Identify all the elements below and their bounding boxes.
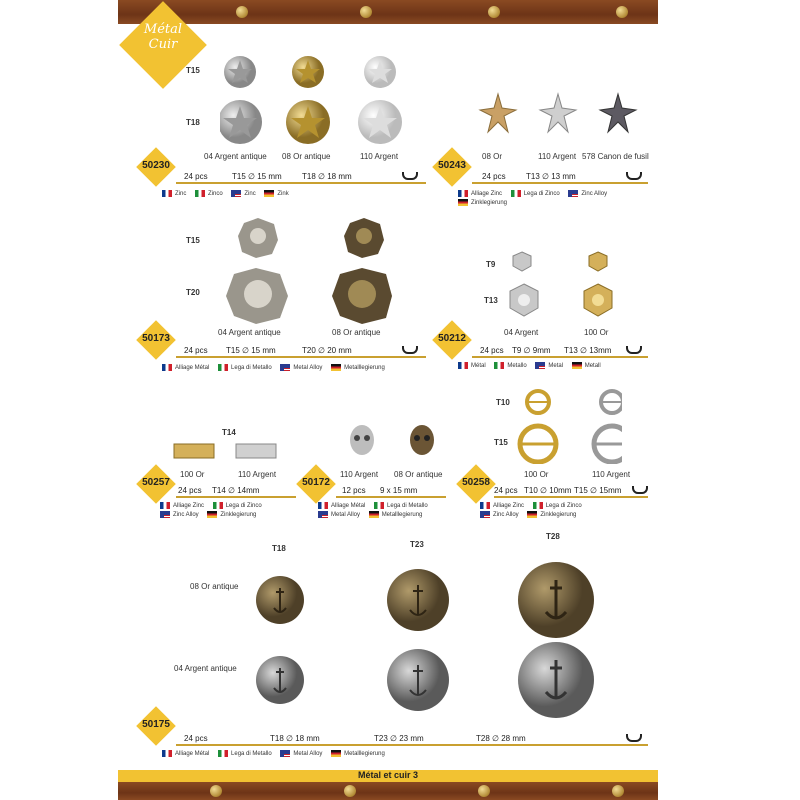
material-languages: Alliage Métal Lega di Metallo Metal Alloy Metalllegierung	[318, 502, 458, 520]
star-stud-images	[476, 92, 646, 136]
finish-label: 04 Argent antique	[218, 328, 281, 337]
finish-label: 110 Argent	[340, 470, 379, 479]
page-footer-title: Métal et cuir 3	[118, 770, 658, 782]
star-icon	[220, 56, 402, 144]
material-languages: Alliage Zinc Lega di Zinco Zinc Alloy Zinklegierung	[458, 190, 618, 208]
skull-bead-images	[344, 424, 444, 460]
fr-flag-icon	[318, 502, 328, 509]
rivet-icon	[616, 6, 628, 18]
us-flag-icon	[160, 511, 170, 518]
hex-stud-icon	[510, 252, 612, 316]
material-languages: Métal Metallo Metal Metall	[458, 362, 648, 371]
fr-flag-icon	[162, 190, 172, 197]
finish-label: 110 Argent	[538, 152, 577, 161]
size-label: T10	[496, 398, 510, 407]
rivet-icon	[488, 6, 500, 18]
spec-bar: 12 pcs 9 x 15 mm	[336, 486, 446, 498]
product-code-badge: 50243	[432, 147, 472, 187]
material-languages: Alliage Zinc Lega di Zinco Zinc Alloy Zinklegierung	[160, 502, 290, 520]
hook-icon	[626, 172, 642, 180]
spec-bar: 24 pcs T13 ∅ 13 mm	[472, 172, 648, 184]
hook-icon	[402, 346, 418, 354]
finish-label: 110 Argent	[592, 470, 631, 479]
spec-bar: 24 pcs T14 ∅ 14mm	[176, 486, 296, 498]
spec-bar: 24 pcs T9 ∅ 9mm T13 ∅ 13mm	[472, 346, 648, 358]
size-label: T13	[484, 296, 498, 305]
product-code-badge: 50230	[136, 147, 176, 187]
rivet-icon	[344, 785, 356, 797]
fr-flag-icon	[160, 502, 170, 509]
skull-button-images	[222, 218, 392, 328]
size-label: T18	[272, 544, 286, 553]
us-flag-icon	[535, 362, 545, 369]
size-label: T15	[494, 438, 508, 447]
finish-label: 110 Argent	[238, 470, 277, 479]
size-label: T15	[186, 236, 200, 245]
finish-label: 08 Or antique	[332, 328, 381, 337]
fr-flag-icon	[458, 362, 468, 369]
finish-label: 04 Argent antique	[174, 664, 237, 673]
de-flag-icon	[572, 362, 582, 369]
anchor-button-images	[254, 558, 606, 728]
de-flag-icon	[527, 511, 537, 518]
finish-label: 08 Or antique	[190, 582, 239, 591]
it-flag-icon	[195, 190, 205, 197]
de-flag-icon	[369, 511, 379, 518]
material-languages: Alliage Métal Lega di Metallo Metal Alloy Metalllegierung	[162, 364, 452, 373]
product-code-badge: 50257	[136, 464, 176, 504]
it-flag-icon	[533, 502, 543, 509]
us-flag-icon	[318, 511, 328, 518]
spec-bar: 24 pcs T15 ∅ 15 mm T18 ∅ 18 mm	[176, 172, 426, 184]
hook-icon	[626, 734, 642, 742]
finish-label: 100 Or	[180, 470, 205, 479]
anchor-icon	[256, 562, 594, 718]
finish-label: 04 Argent	[504, 328, 539, 337]
material-languages: Alliage Métal Lega di Metallo Metal Alloy Metalllegierung	[162, 750, 482, 759]
hook-icon	[626, 346, 642, 354]
us-flag-icon	[480, 511, 490, 518]
ring-buckle-images	[512, 388, 622, 464]
skull-icon	[226, 218, 392, 324]
us-flag-icon	[231, 190, 241, 197]
finish-label: 100 Or	[584, 328, 609, 337]
de-flag-icon	[331, 750, 341, 757]
size-label: T18	[186, 118, 200, 127]
size-label: T9	[486, 260, 496, 269]
rivet-icon	[478, 785, 490, 797]
finish-label: 04 Argent antique	[204, 152, 267, 161]
size-label: T14	[222, 428, 236, 437]
leather-footer-band	[118, 782, 658, 800]
skull-icon	[350, 425, 434, 455]
finish-label: 08 Or antique	[282, 152, 331, 161]
de-flag-icon	[331, 364, 341, 371]
star-button-images	[220, 54, 420, 154]
material-languages: Alliage Zinc Lega di Zinco Zinc Alloy Zinklegierung	[480, 502, 620, 520]
product-code-badge: 50175	[136, 706, 176, 746]
finish-label: 08 Or antique	[394, 470, 443, 479]
spec-bar: 24 pcs T15 ∅ 15 mm T20 ∅ 20 mm	[176, 346, 426, 358]
ring-icon	[520, 391, 622, 462]
rivet-icon	[210, 785, 222, 797]
size-label: T28	[546, 532, 560, 541]
leather-header-band	[118, 0, 658, 24]
product-code-badge: 50172	[296, 464, 336, 504]
it-flag-icon	[374, 502, 384, 509]
de-flag-icon	[264, 190, 274, 197]
rivet-icon	[360, 6, 372, 18]
size-label: T15	[186, 66, 200, 75]
finish-label: 578 Canon de fusil	[582, 152, 649, 161]
brand-logo: Métal Cuir	[143, 22, 183, 52]
material-languages: Zinc Zinco Zinc Zink	[162, 190, 422, 199]
it-flag-icon	[511, 190, 521, 197]
tube-bead-icon	[174, 444, 276, 458]
product-code-badge: 50173	[136, 320, 176, 360]
finish-label: 110 Argent	[360, 152, 399, 161]
rivet-icon	[612, 785, 624, 797]
us-flag-icon	[280, 750, 290, 757]
it-flag-icon	[494, 362, 504, 369]
de-flag-icon	[207, 511, 217, 518]
size-label: T20	[186, 288, 200, 297]
it-flag-icon	[213, 502, 223, 509]
star-icon	[480, 94, 636, 132]
fr-flag-icon	[162, 750, 172, 757]
it-flag-icon	[218, 364, 228, 371]
us-flag-icon	[568, 190, 578, 197]
hook-icon	[632, 486, 648, 494]
us-flag-icon	[280, 364, 290, 371]
spec-bar: 24 pcs T18 ∅ 18 mm T23 ∅ 23 mm T28 ∅ 28 mm	[176, 734, 648, 746]
tube-bead-images	[172, 442, 282, 462]
fr-flag-icon	[458, 190, 468, 197]
hex-stud-images	[506, 250, 616, 320]
de-flag-icon	[458, 199, 468, 206]
fr-flag-icon	[480, 502, 490, 509]
product-code-badge: 50258	[456, 464, 496, 504]
product-code-badge: 50212	[432, 320, 472, 360]
hook-icon	[402, 172, 418, 180]
finish-label: 100 Or	[524, 470, 549, 479]
size-label: T23	[410, 540, 424, 549]
finish-label: 08 Or	[482, 152, 503, 161]
it-flag-icon	[218, 750, 228, 757]
fr-flag-icon	[162, 364, 172, 371]
rivet-icon	[236, 6, 248, 18]
spec-bar: 24 pcs T10 ∅ 10mm T15 ∅ 15mm	[494, 486, 648, 498]
